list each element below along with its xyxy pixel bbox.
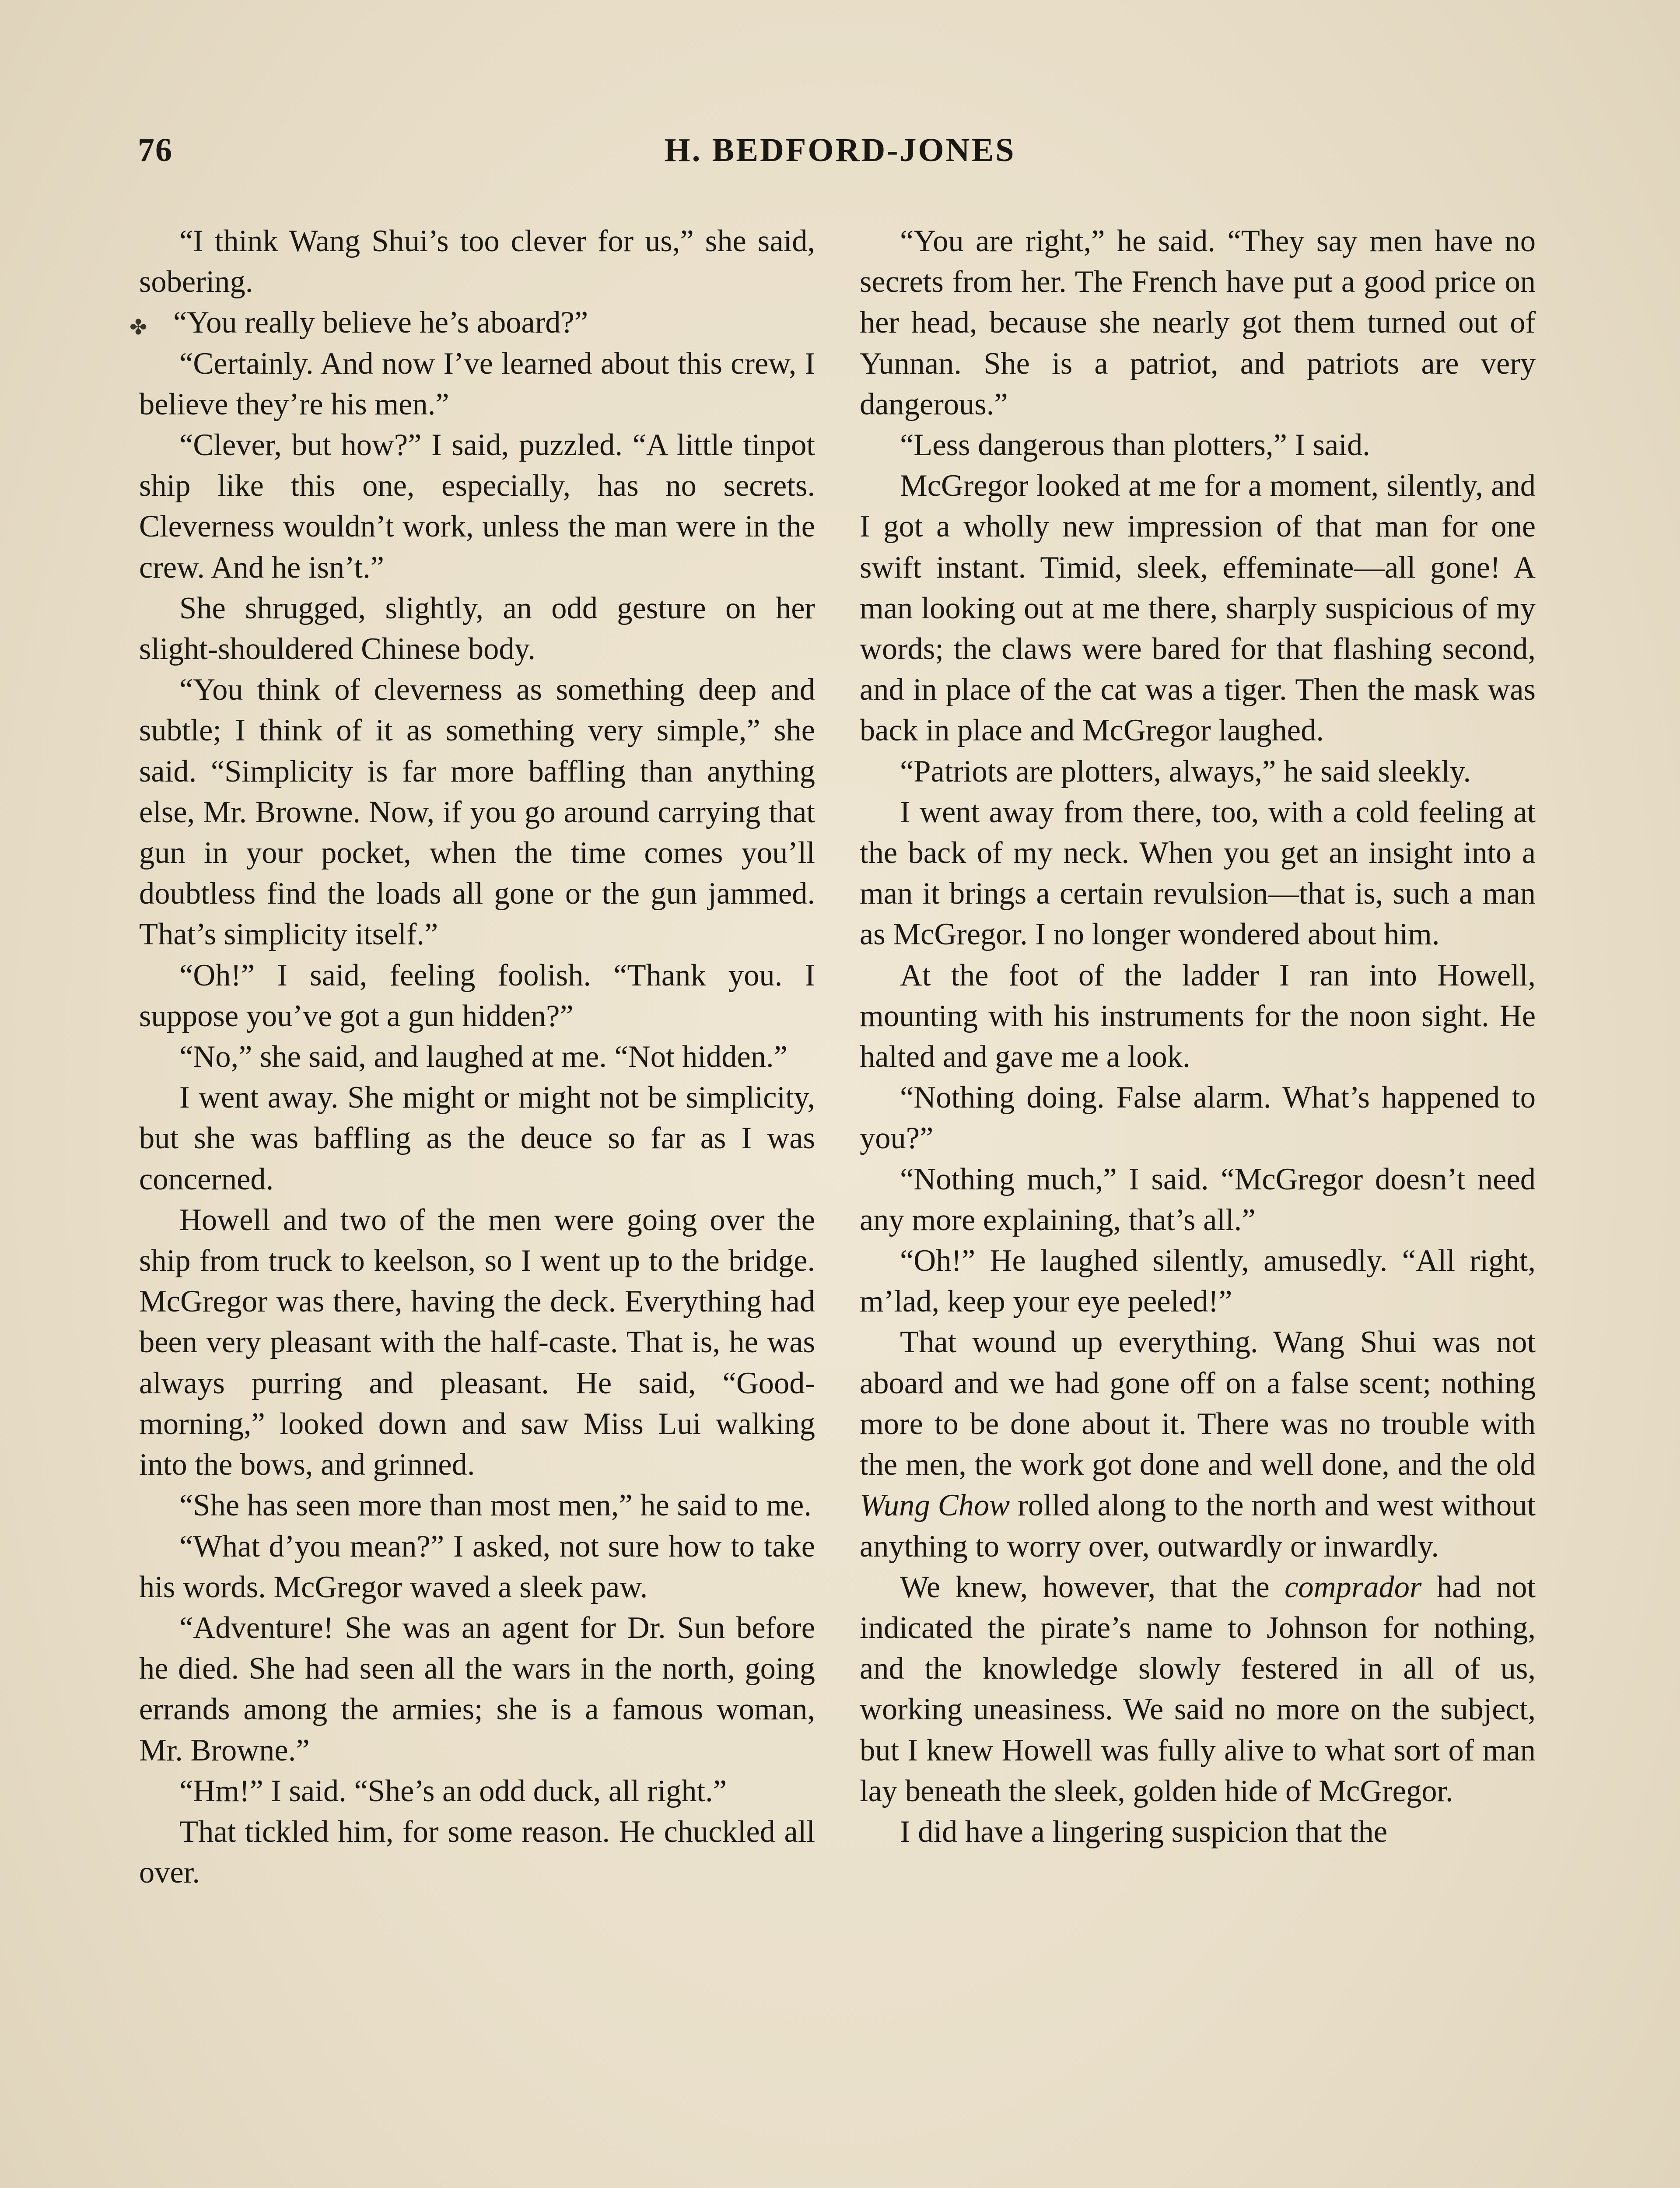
left-column (139, 221, 815, 1893)
ship-name: Wung Chow (860, 1488, 1010, 1523)
paragraph: “You think of cleverness as something deep and subtle; I think of it as something very simple,” she said. “Simplicity is far more baffling than anything else, Mr. Browne. Now, if you go around carrying that gun in your pocket, when the time comes you’ll doubtless find the loads all gone or the gun jammed. That’s simplicity itself.” (139, 673, 815, 952)
paragraph: “Nothing much,” I said. “McGregor doesn’t need any more explaining, that’s all.” (860, 1162, 1536, 1237)
paragraph: I went away. She might or might not be simplicity, but she was baffling as the deuce so far as I was concerned. (139, 1080, 815, 1196)
text-run: We knew, however, that the (900, 1570, 1285, 1604)
right-column (860, 221, 1536, 1852)
paragraph: At the foot of the ladder I ran into Howell, mounting with his instruments for the noon sight. He halted and gave me a look. (860, 958, 1536, 1074)
paragraph: That tickled him, for some reason. He chuckled all over. (139, 1814, 815, 1890)
paragraph: “What d’you mean?” I asked, not sure how to take his words. McGregor waved a sleek paw. (139, 1529, 815, 1604)
paragraph: “Hm!” I said. “She’s an odd duck, all right.” (179, 1774, 727, 1808)
paragraph: Howell and two of the men were going over the ship from truck to keelson, so I went up to the bridge. McGregor was there, having the deck. Everything had been very pleasant with the half-caste. That is, he was always purring and pleasant. He said, “Good-morning,” looked down and saw Miss Lui walking into the bows, and grinned. (139, 1203, 815, 1482)
text-run: rolled along to the north and west without anything to worry over, outwardly or inwardly. (860, 1488, 1536, 1564)
page-number: 76 (138, 132, 173, 168)
paragraph (860, 1567, 1536, 1812)
paragraph: “She has seen more than most men,” he said to me. (179, 1488, 812, 1523)
paragraph: “You are right,” he said. “They say men have no secrets from her. The French have put a good price on her head, because she nearly got them turned out of Yunnan. She is a patriot, and patriots are very dangerous.” (860, 224, 1536, 421)
paragraph: “Clever, but how?” I said, puzzled. “A little tinpot ship like this one, especially, has no secrets. Cleverness wouldn’t work, unless the man were in the crew. And he isn’t.” (139, 428, 815, 585)
text-run: That wound up everything. Wang Shui was not aboard and we had gone off on a false scent; nothing more to be done about it. There was no trouble with the men, the work got done and well done, and the old (860, 1325, 1536, 1482)
paragraph: “You really believe he’s aboard?” (173, 305, 588, 340)
paragraph: “Oh!” I said, feeling foolish. “Thank you. I suppose you’ve got a gun hidden?” (139, 958, 815, 1033)
italic-term: comprador (1284, 1570, 1422, 1604)
page-header (0, 131, 1680, 184)
text-run: had not indicated the pirate’s name to Johnson for nothing, and the knowledge slowly festered in all of us, working uneasiness. We said no more on the subject, but I knew Howell was fully alive to what sort of man lay beneath the sleek, golden hide of McGregor. (860, 1570, 1536, 1808)
paragraph: “No,” she said, and laughed at me. “Not hidden.” (179, 1040, 788, 1074)
paragraph: McGregor looked at me for a moment, silently, and I got a wholly new impression of that man for one swift instant. Timid, sleek, effeminate—all gone! A man looking out at me there, sharply suspicious of my words; the claws were bared for that flashing second, and in place of the cat was a tiger. Then the mask was back in place and McGregor laughed. (860, 469, 1536, 748)
paragraph: “Certainly. And now I’ve learned about this crew, I believe they’re his men.” (139, 346, 815, 421)
paragraph: “Patriots are plotters, always,” he said sleekly. (900, 754, 1471, 789)
running-head: H. BEDFORD-JONES (664, 132, 1016, 168)
paragraph: I went away from there, too, with a cold feeling at the back of my neck. When you get an insight into a man it brings a certain revulsion—that is, such a man as McGregor. I no longer wondered about him. (860, 795, 1536, 952)
margin-mark-icon: ✤ (130, 316, 147, 339)
paragraph: She shrugged, slightly, an odd gesture on her slight-shouldered Chinese body. (139, 591, 815, 666)
paragraph: “Nothing doing. False alarm. What’s happened to you?” (860, 1080, 1536, 1156)
paragraph: “I think Wang Shui’s too clever for us,” she said, sobering. (139, 224, 815, 299)
paragraph: I did have a lingering suspicion that the (900, 1814, 1388, 1849)
paragraph: “Less dangerous than plotters,” I said. (900, 428, 1370, 463)
paragraph: “Oh!” He laughed silently, amusedly. “All right, m’lad, keep your eye peeled!” (860, 1244, 1536, 1319)
paragraph: “Adventure! She was an agent for Dr. Sun before he died. She had seen all the wars in the north, going errands among the armies; she is a famous woman, Mr. Browne.” (139, 1610, 815, 1767)
paragraph (860, 1322, 1536, 1567)
